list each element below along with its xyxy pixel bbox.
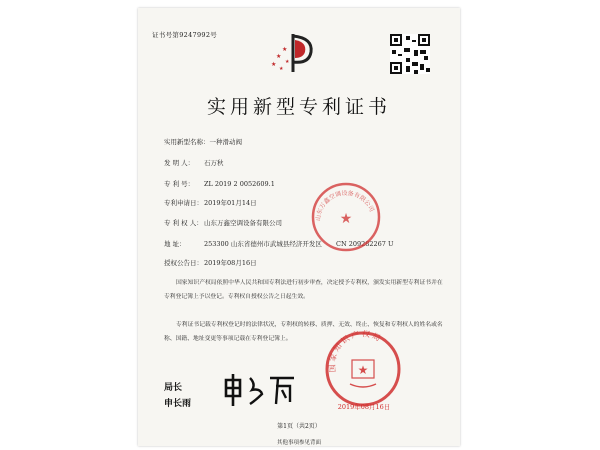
svg-text:★: ★ [271, 61, 277, 68]
field-grant-date: 授权公告日：2019年08月16日 [164, 259, 257, 267]
seal-date: 2019年08月16日 [337, 403, 391, 411]
field-inventor: 发 明 人： 石万秋 [164, 159, 224, 167]
certificate-number: 证书号第9247992号 [152, 31, 218, 39]
patent-office-emblem-icon [265, 30, 325, 78]
svg-text:★: ★ [282, 46, 288, 53]
qr-code-icon [390, 34, 430, 74]
svg-text:★: ★ [357, 363, 369, 377]
field-address: 地 址： 253300 山东省德州市武城县经济开发区 CN 209282267 U [164, 240, 394, 248]
handwritten-signature [220, 370, 298, 410]
field-patent-number: 专 利 号： ZL 2019 2 0052609.1 [164, 180, 275, 188]
director-name-label: 申长雨 [164, 399, 192, 409]
certificate-page [138, 8, 460, 446]
patent-office-seal-icon [324, 330, 402, 408]
svg-text:★: ★ [276, 53, 282, 60]
svg-text:国家知识产权局: 国家知识产权局 [327, 330, 384, 373]
body-paragraph-1: 国家知识产权局依照中华人民共和国专利法进行初步审查，决定授予专利权，颁发实用新型专利证书并在专利登记簿上予以登记。专利权自授权公告之日起生效。 [164, 280, 443, 300]
field-application-date: 专利申请日：2019年01月14日 [164, 199, 257, 207]
director-title-label: 局长 [164, 383, 183, 393]
page-indicator: 第1页（共2页） [277, 423, 321, 430]
svg-text:山东万鑫空调设备有限公司: 山东万鑫空调设备有限公司 [314, 189, 376, 222]
body-paragraph-2: 专利证书记载专利权登记时的法律状况，专利权的转移、质押、无效、终止、恢复和专利权人的姓名或名称、国籍、地址变更等事项记载在专利登记簿上。 [164, 322, 443, 342]
certificate-title: 实用新型专利证书 [206, 96, 391, 118]
svg-text:★: ★ [279, 66, 284, 72]
patentee-red-seal-icon [310, 181, 382, 253]
field-patentee: 专 利 权 人：山东万鑫空调设备有限公司 [164, 219, 282, 227]
svg-text:★: ★ [339, 211, 353, 227]
field-utility-model-name: 实用新型名称：一种滑动阀 [164, 138, 242, 146]
svg-text:★: ★ [285, 59, 290, 65]
back-note: 其他事项参见背面 [276, 440, 321, 446]
publication-number: CN 209282267 U [335, 240, 394, 248]
